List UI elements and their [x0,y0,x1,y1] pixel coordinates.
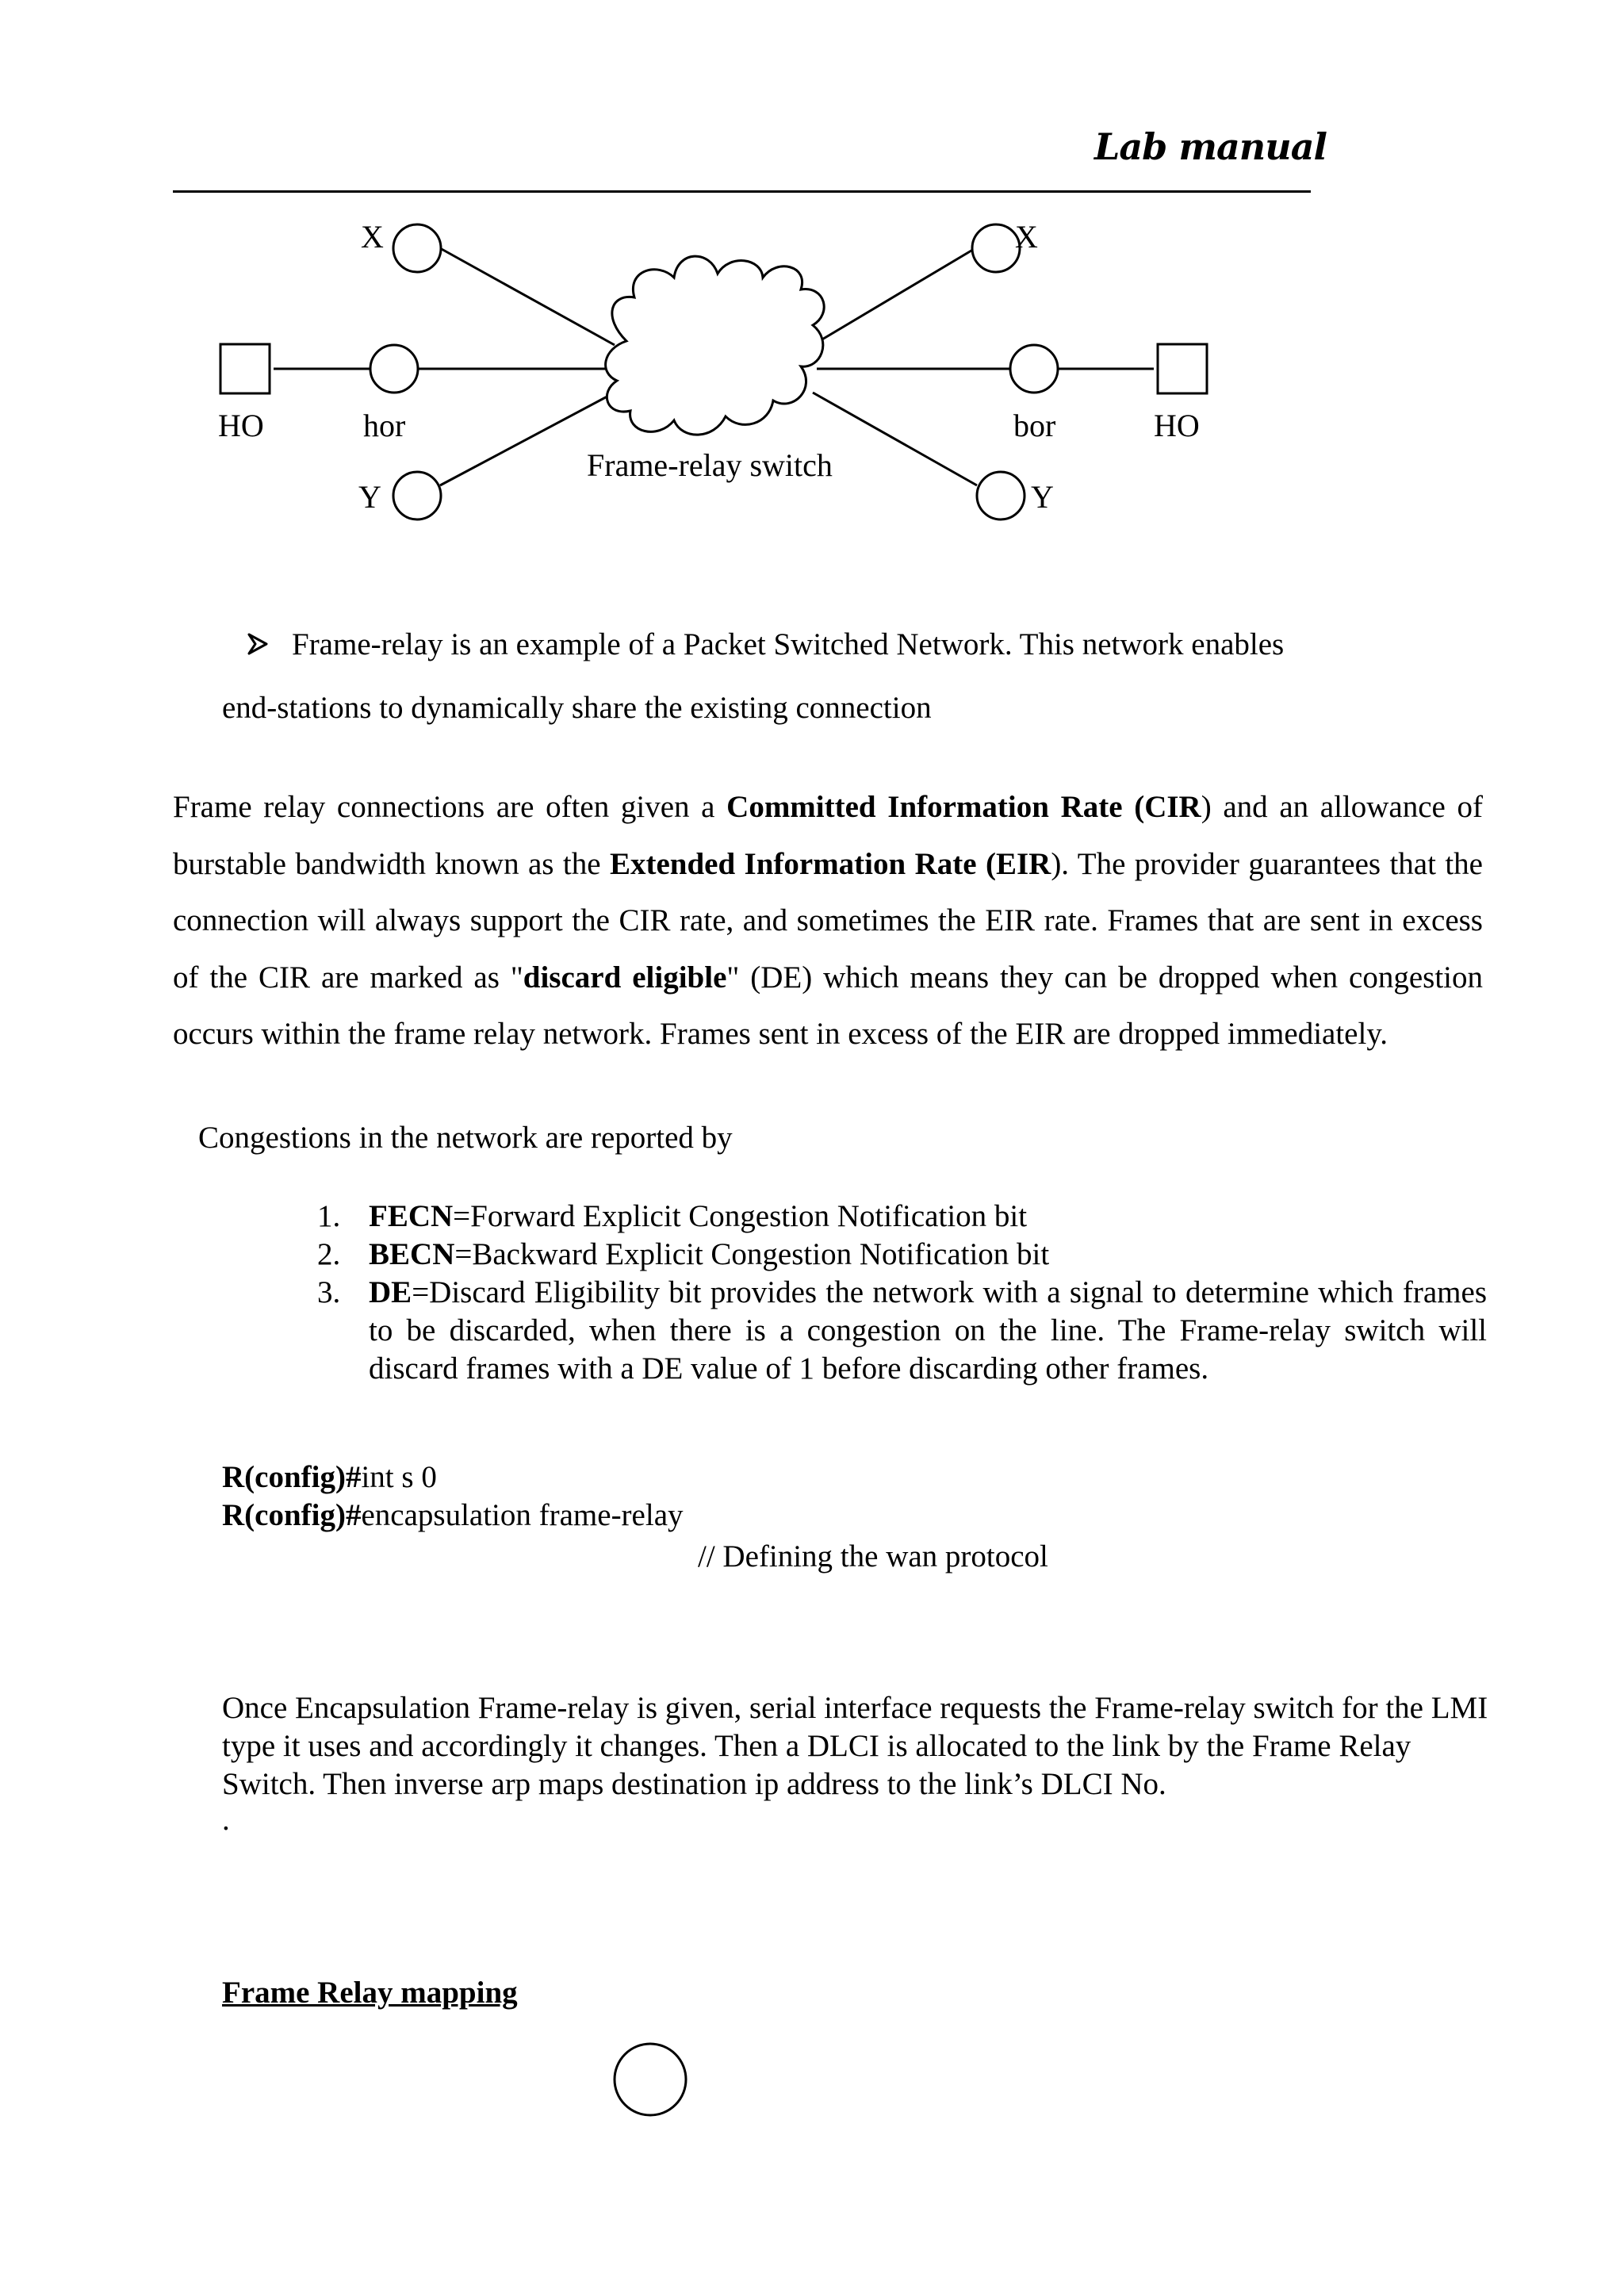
list-item [317,1236,1487,1274]
node-right-y [977,472,1025,519]
link-right-y [813,393,977,485]
list-item [317,1198,1487,1236]
bullet-line-2: end-stations to dynamically share the existing connection [222,691,932,725]
ho-right-box [1158,344,1207,393]
label-cloud: Frame-relay switch [587,447,833,483]
label-ho-left: HO [218,408,264,443]
arrow-bullet-icon [247,632,268,656]
bullet-text-1: Frame-relay is an example of a Packet Switched Network. This network enables [292,627,1285,661]
para-bold-eir: Extended Information Rate (EIR [609,846,1051,881]
node-left-x [393,224,441,272]
command-prompt: R(config)# [222,1498,362,1532]
list-item-number: 3. [317,1275,341,1309]
list-item-text: =Backward Explicit Congestion Notification bit [454,1237,1050,1271]
para-bold-discard-eligible: discard eligible [523,960,727,995]
label-right-x: X [1015,219,1038,255]
list-item-text: =Discard Eligibility bit provides the network with a signal to determine which frames to be discarded, when there is a congestion on the line. The Frame-relay switch will discard frames with a DE value of 1 before discarding other frames. [369,1275,1487,1386]
para-text-4: " (DE) which means they can be dropped when congestion occurs within the frame relay network. Frames sent in excess of the EIR are dropped immediately. [173,960,1483,1051]
congestion-intro: Congestions in the network are reported by [198,1121,733,1155]
mapping-node-circle [611,2040,690,2119]
frame-relay-diagram [0,0,1624,603]
label-left-x: X [361,219,384,255]
command-text: encapsulation frame-relay [361,1498,684,1532]
link-right-x [813,248,975,345]
list-item-text: =Forward Explicit Congestion Notification bit [453,1199,1028,1233]
para-text-3: ). The provider guarantees that the connection will always support the CIR rate, and sometimes the EIR rate. Frames that are sent in excess of the CIR are marked as " [173,846,1483,995]
para-text-2: ) and an allowance of burstable bandwidth known as the [173,790,1483,881]
node-left-y [393,472,441,519]
node-right-x [972,224,1020,272]
para-bold-cir: Committed Information Rate (CIR [726,790,1201,824]
command-prompt: R(config)# [222,1460,362,1494]
label-left-y: Y [358,479,381,515]
list-item-number: 1. [317,1199,341,1233]
list-item-term: FECN [369,1199,454,1233]
command-line-1 [222,1459,437,1495]
command-comment: // Defining the wan protocol [698,1539,1048,1573]
list-item-term: DE [369,1275,412,1309]
label-bor: bor [1013,408,1056,443]
bullet-line-1 [247,627,1284,662]
label-right-y: Y [1031,479,1054,515]
encapsulation-paragraph: Once Encapsulation Frame-relay is given, serial interface requests the Frame-relay switch for the LMI type it uses and accordingly it changes. Then a DLCI is allocated to the link by the Frame Relay Switch. Then inverse arp maps destination ip address to the link’s DLCI No. [222,1691,1488,1801]
ho-left-box [220,344,270,393]
frame-relay-cloud-icon [606,256,825,435]
link-left-x [440,248,615,345]
node-hor [370,345,418,393]
congestion-list [317,1198,1487,1388]
page-header-title: Lab manual [1094,125,1327,168]
list-item-number: 2. [317,1237,341,1271]
list-item [317,1274,1487,1388]
para-text-1: Frame relay connections are often given a [173,790,727,824]
node-bor [1010,345,1058,393]
list-item-term: BECN [369,1237,455,1271]
label-hor: hor [363,408,406,443]
trailing-dot: . [222,1803,230,1837]
section-title-frame-relay-mapping: Frame Relay mapping [222,1976,518,2010]
cir-eir-paragraph [173,779,1483,1063]
command-text: int s 0 [361,1460,437,1494]
label-ho-right: HO [1154,408,1200,443]
command-line-2 [222,1497,684,1533]
